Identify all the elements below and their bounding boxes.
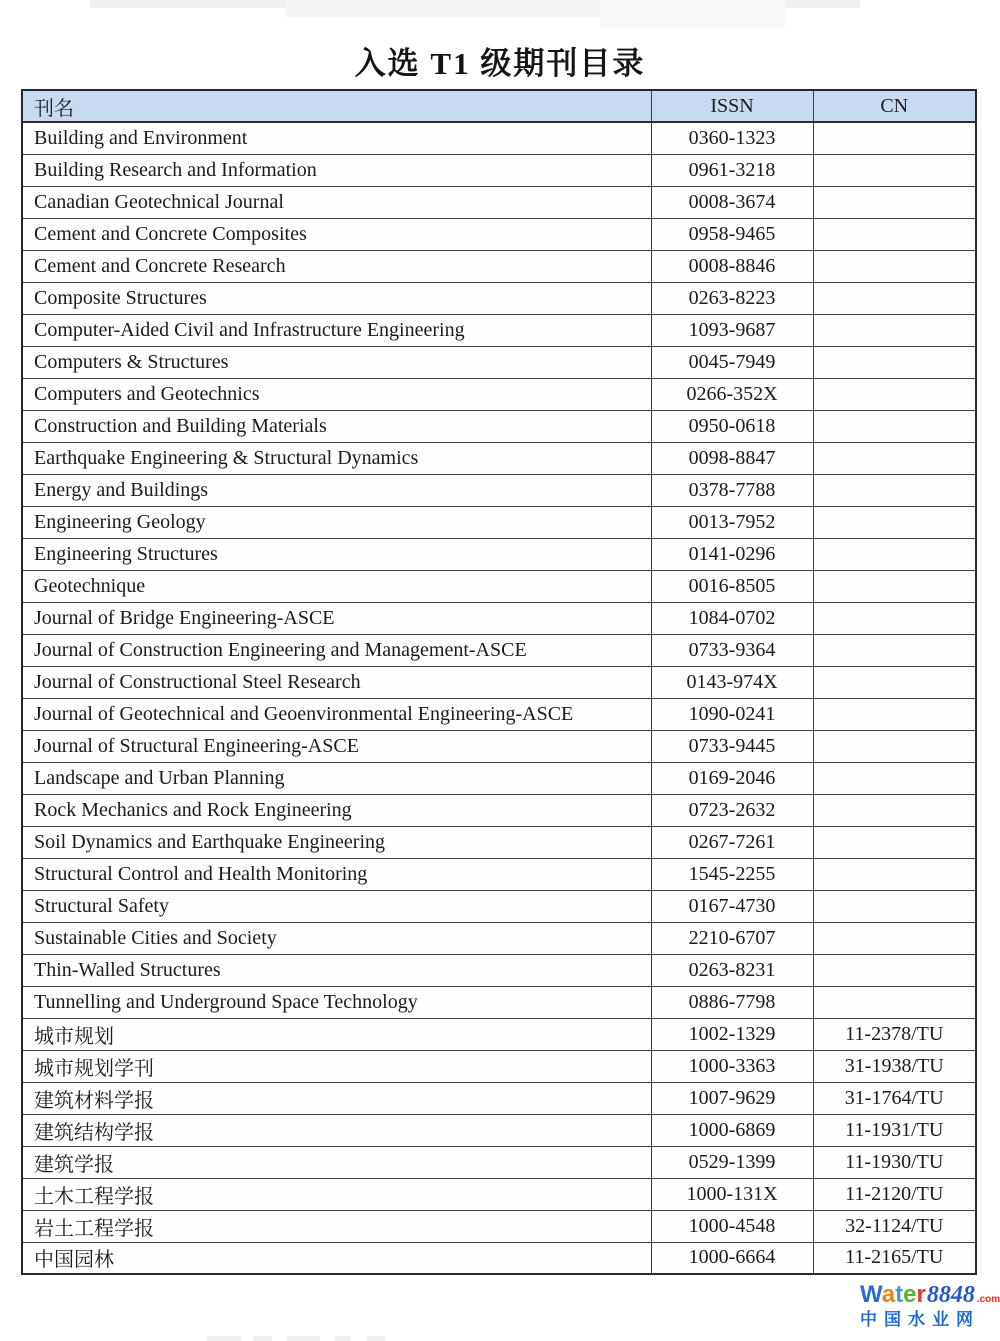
table-row (22, 378, 976, 410)
journal-cn (813, 410, 976, 442)
journal-cn: 11-1931/TU (813, 1114, 976, 1146)
journal-issn: 0008-3674 (651, 186, 813, 218)
scan-artifact-bottom (287, 1336, 320, 1341)
scan-artifact-top (600, 0, 785, 28)
journal-cn (813, 570, 976, 602)
journal-issn: 0169-2046 (651, 762, 813, 794)
journal-issn: 1007-9629 (651, 1082, 813, 1114)
journal-name: Computer-Aided Civil and Infrastructure Engineering (22, 314, 651, 346)
journal-name: 中国园林 (22, 1242, 651, 1274)
table-row (22, 314, 976, 346)
watermark-brand-letter: a (881, 1281, 896, 1308)
journal-cn: 11-2165/TU (813, 1242, 976, 1274)
journal-name: Cement and Concrete Composites (22, 218, 651, 250)
table-row (22, 858, 976, 890)
journal-name: 岩土工程学报 (22, 1210, 651, 1242)
page-title: 入选 T1 级期刊目录 (354, 46, 646, 81)
header-issn: ISSN (651, 90, 813, 122)
journal-name: 城市规划 (22, 1018, 651, 1050)
journal-issn: 0098-8847 (651, 442, 813, 474)
journal-name: Rock Mechanics and Rock Engineering (22, 794, 651, 826)
table-row (22, 602, 976, 634)
journal-cn (813, 122, 976, 154)
journal-cn: 11-2120/TU (813, 1178, 976, 1210)
table-row (22, 1146, 976, 1178)
journal-cn: 11-1930/TU (813, 1146, 976, 1178)
journal-name: Earthquake Engineering & Structural Dynamics (22, 442, 651, 474)
table-row (22, 986, 976, 1018)
journal-cn (813, 698, 976, 730)
table-header (22, 90, 976, 122)
journal-issn: 0267-7261 (651, 826, 813, 858)
journal-name: Soil Dynamics and Earthquake Engineering (22, 826, 651, 858)
journal-name: 土木工程学报 (22, 1178, 651, 1210)
journal-name: 建筑材料学报 (22, 1082, 651, 1114)
journal-name: 建筑学报 (22, 1146, 651, 1178)
journal-cn: 11-2378/TU (813, 1018, 976, 1050)
journal-issn: 0263-8231 (651, 954, 813, 986)
journal-issn: 0141-0296 (651, 538, 813, 570)
journal-issn: 0733-9364 (651, 634, 813, 666)
journal-issn: 0886-7798 (651, 986, 813, 1018)
journal-cn (813, 666, 976, 698)
scan-artifact-bottom (367, 1336, 385, 1341)
journal-name: Journal of Structural Engineering-ASCE (22, 730, 651, 762)
journal-name: Journal of Bridge Engineering-ASCE (22, 602, 651, 634)
journal-cn: 32-1124/TU (813, 1210, 976, 1242)
watermark-brand-letter: W (860, 1281, 882, 1308)
watermark-brand-number: 8848 (926, 1282, 975, 1308)
journal-name: Building Research and Information (22, 154, 651, 186)
table-row (22, 762, 976, 794)
journal-issn: 0263-8223 (651, 282, 813, 314)
table-row (22, 506, 976, 538)
journal-cn (813, 634, 976, 666)
table-row (22, 698, 976, 730)
journal-cn (813, 794, 976, 826)
journal-cn (813, 218, 976, 250)
table-row (22, 666, 976, 698)
table-row (22, 154, 976, 186)
journal-issn: 0008-8846 (651, 250, 813, 282)
table-row (22, 570, 976, 602)
journal-name: Engineering Structures (22, 538, 651, 570)
journal-cn (813, 186, 976, 218)
table-row (22, 538, 976, 570)
table-row (22, 410, 976, 442)
journal-cn (813, 954, 976, 986)
journal-name: Composite Structures (22, 282, 651, 314)
journal-issn: 0013-7952 (651, 506, 813, 538)
watermark-brand-letter: e (903, 1281, 917, 1308)
journal-cn: 31-1938/TU (813, 1050, 976, 1082)
journal-cn (813, 890, 976, 922)
journal-name: Cement and Concrete Research (22, 250, 651, 282)
watermark-brand-letter: r (916, 1281, 926, 1308)
header-cn: CN (813, 90, 976, 122)
watermark-subtitle: 中国水业网 (860, 1310, 980, 1329)
table-row (22, 1082, 976, 1114)
journal-issn: 0950-0618 (651, 410, 813, 442)
journal-issn: 1545-2255 (651, 858, 813, 890)
journal-name: Construction and Building Materials (22, 410, 651, 442)
journal-issn: 0723-2632 (651, 794, 813, 826)
journal-issn: 1090-0241 (651, 698, 813, 730)
table-row (22, 346, 976, 378)
scan-artifact-bottom (335, 1336, 351, 1341)
table-row (22, 122, 976, 154)
journal-issn: 1000-6664 (651, 1242, 813, 1274)
journal-issn: 0167-4730 (651, 890, 813, 922)
table-row (22, 890, 976, 922)
table-row (22, 282, 976, 314)
journal-cn (813, 986, 976, 1018)
scan-artifact-bottom (207, 1336, 241, 1341)
journal-name: Thin-Walled Structures (22, 954, 651, 986)
journal-issn: 0733-9445 (651, 730, 813, 762)
journal-name: 建筑结构学报 (22, 1114, 651, 1146)
journal-issn: 0266-352X (651, 378, 813, 410)
journal-cn (813, 602, 976, 634)
journal-issn: 0961-3218 (651, 154, 813, 186)
journal-name: Canadian Geotechnical Journal (22, 186, 651, 218)
watermark-brand-line (860, 1283, 998, 1307)
journal-name: Structural Control and Health Monitoring (22, 858, 651, 890)
journal-issn: 1000-131X (651, 1178, 813, 1210)
journal-issn: 1002-1329 (651, 1018, 813, 1050)
journal-issn: 1000-4548 (651, 1210, 813, 1242)
journal-cn (813, 506, 976, 538)
journal-cn (813, 250, 976, 282)
table-row (22, 218, 976, 250)
journal-cn (813, 154, 976, 186)
journal-issn: 1084-0702 (651, 602, 813, 634)
journal-cn (813, 282, 976, 314)
journal-issn: 1093-9687 (651, 314, 813, 346)
table-row (22, 1178, 976, 1210)
table-row (22, 1210, 976, 1242)
journal-cn (813, 730, 976, 762)
journal-table (21, 89, 977, 1275)
journal-cn (813, 826, 976, 858)
table-row (22, 954, 976, 986)
scan-artifact-top (285, 0, 615, 17)
journal-name: Engineering Geology (22, 506, 651, 538)
journal-cn (813, 922, 976, 954)
watermark-brand (860, 1283, 926, 1307)
watermark (860, 1283, 998, 1328)
table-row (22, 1018, 976, 1050)
journal-cn (813, 474, 976, 506)
journal-name: Landscape and Urban Planning (22, 762, 651, 794)
header-journal-name: 刊名 (22, 90, 651, 122)
header-row (22, 90, 976, 122)
journal-issn: 1000-6869 (651, 1114, 813, 1146)
journal-name: Computers & Structures (22, 346, 651, 378)
table-row (22, 442, 976, 474)
journal-cn: 31-1764/TU (813, 1082, 976, 1114)
journal-name: Geotechnique (22, 570, 651, 602)
journal-issn: 0958-9465 (651, 218, 813, 250)
journal-name: Sustainable Cities and Society (22, 922, 651, 954)
journal-issn: 0360-1323 (651, 122, 813, 154)
journal-name: 城市规划学刊 (22, 1050, 651, 1082)
journal-name: Energy and Buildings (22, 474, 651, 506)
journal-name: Computers and Geotechnics (22, 378, 651, 410)
journal-name: Tunnelling and Underground Space Technology (22, 986, 651, 1018)
journal-cn (813, 538, 976, 570)
table-row (22, 1114, 976, 1146)
journal-cn (813, 314, 976, 346)
scan-artifact-bottom (253, 1336, 272, 1341)
scan-artifact-top (90, 0, 860, 8)
journal-cn (813, 762, 976, 794)
table-row (22, 186, 976, 218)
journal-cn (813, 378, 976, 410)
journal-issn: 0378-7788 (651, 474, 813, 506)
table-body (22, 122, 976, 1274)
journal-issn: 0045-7949 (651, 346, 813, 378)
table-row (22, 474, 976, 506)
table-row (22, 1050, 976, 1082)
journal-issn: 0143-974X (651, 666, 813, 698)
watermark-domain-suffix: .com (976, 1294, 1000, 1305)
table-row (22, 1242, 976, 1274)
journal-name: Journal of Constructional Steel Research (22, 666, 651, 698)
table-row (22, 250, 976, 282)
journal-cn (813, 858, 976, 890)
journal-name: Building and Environment (22, 122, 651, 154)
journal-name: Journal of Geotechnical and Geoenvironmental Engineering-ASCE (22, 698, 651, 730)
table-row (22, 730, 976, 762)
journal-issn: 0529-1399 (651, 1146, 813, 1178)
journal-issn: 2210-6707 (651, 922, 813, 954)
table-row (22, 634, 976, 666)
table-row (22, 794, 976, 826)
journal-issn: 1000-3363 (651, 1050, 813, 1082)
table-row (22, 826, 976, 858)
journal-issn: 0016-8505 (651, 570, 813, 602)
journal-name: Structural Safety (22, 890, 651, 922)
journal-cn (813, 346, 976, 378)
journal-name: Journal of Construction Engineering and Management-ASCE (22, 634, 651, 666)
journal-cn (813, 442, 976, 474)
watermark-brand-letter: t (895, 1281, 904, 1308)
table-row (22, 922, 976, 954)
